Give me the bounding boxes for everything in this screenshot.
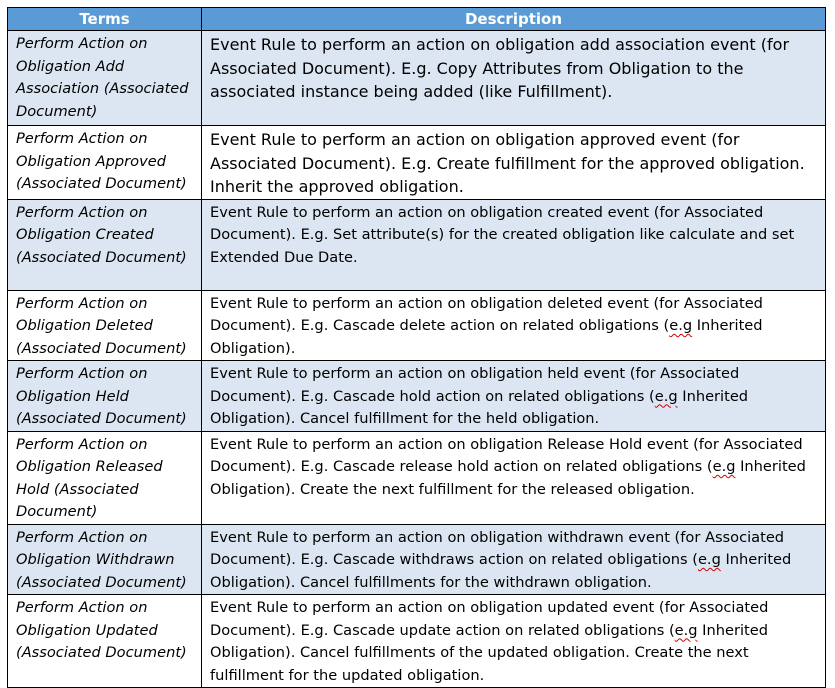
description-text: Event Rule to perform an action on obligation deleted event (for Associated Document). E.g. Cascade delete action on related obligations ( (210, 294, 763, 334)
table-row (8, 199, 826, 290)
table-header-row (8, 8, 826, 31)
description-cell (202, 431, 826, 524)
term-cell: Perform Action on Obligation Add Association (Associated Document) (8, 31, 202, 126)
description-text: Inherited Obligation). (210, 317, 763, 357)
table-row (8, 431, 826, 524)
description-text: Event Rule to perform an action on obligation Release Hold event (for Associated Document). E.g. Cascade release hold action on related obligations ( (210, 435, 803, 475)
description-text: Inherited Obligation). Cancel fulfillment for the held obligation. (210, 387, 749, 427)
terms-column-header: Terms (8, 8, 202, 31)
description-text: Event Rule to perform an action on obligation updated event (for Associated Document). E.g. Cascade update action on related obligations ( (210, 599, 769, 639)
description-cell (202, 524, 826, 595)
description-cell (202, 290, 826, 361)
description-text: Event Rule to perform an action on obligation held event (for Associated Document). E.g. Cascade hold action on related obligations ( (210, 365, 740, 405)
description-cell: Event Rule to perform an action on obligation add association event (for Associated Document). E.g. Copy Attributes from Obligation to the associated instance being added (like Fulfillment). (202, 31, 826, 126)
description-text: Event Rule to perform an action on obligation withdrawn event (for Associated Document). E.g. Cascade withdraws action on related obligations ( (210, 528, 785, 568)
term-cell: Perform Action on Obligation Created (Associated Document) (8, 199, 202, 290)
table-row (8, 290, 826, 361)
misspelled-word: e.g (669, 317, 693, 334)
term-cell: Perform Action on Obligation Deleted (Associated Document) (8, 290, 202, 361)
description-cell (202, 595, 826, 688)
description-cell: Event Rule to perform an action on obligation approved event (for Associated Document). E.g. Create fulfillment for the approved obligation. Inherit the approved obligation. (202, 126, 826, 200)
description-cell: Event Rule to perform an action on obligation created event (for Associated Document). E.g. Set attribute(s) for the created obligation like calculate and set Extended Due Date. (202, 199, 826, 290)
table-row (8, 595, 826, 688)
description-text: Inherited Obligation). Create the next fulfillment for the released obligation. (210, 458, 806, 498)
term-cell: Perform Action on Obligation Held (Associated Document) (8, 361, 202, 432)
misspelled-word: e.g (697, 551, 721, 568)
misspelled-word: e.g (712, 458, 736, 475)
term-cell: Perform Action on Obligation Released Hold (Associated Document) (8, 431, 202, 524)
table-row (8, 361, 826, 432)
description-text: Inherited Obligation). Cancel fulfillments of the updated obligation. Create the next fulfillment for the updated obligation. (210, 621, 768, 684)
description-cell (202, 361, 826, 432)
table-row (8, 31, 826, 126)
description-text: Inherited Obligation). Cancel fulfillments for the withdrawn obligation. (210, 551, 792, 591)
term-cell: Perform Action on Obligation Updated (Associated Document) (8, 595, 202, 688)
terms-table (7, 7, 826, 688)
term-cell: Perform Action on Obligation Approved (Associated Document) (8, 126, 202, 200)
description-column-header: Description (202, 8, 826, 31)
misspelled-word: e.g (654, 387, 678, 405)
term-cell: Perform Action on Obligation Withdrawn (Associated Document) (8, 524, 202, 595)
table-row (8, 524, 826, 595)
misspelled-word: e.g (674, 621, 698, 639)
table-row (8, 126, 826, 200)
